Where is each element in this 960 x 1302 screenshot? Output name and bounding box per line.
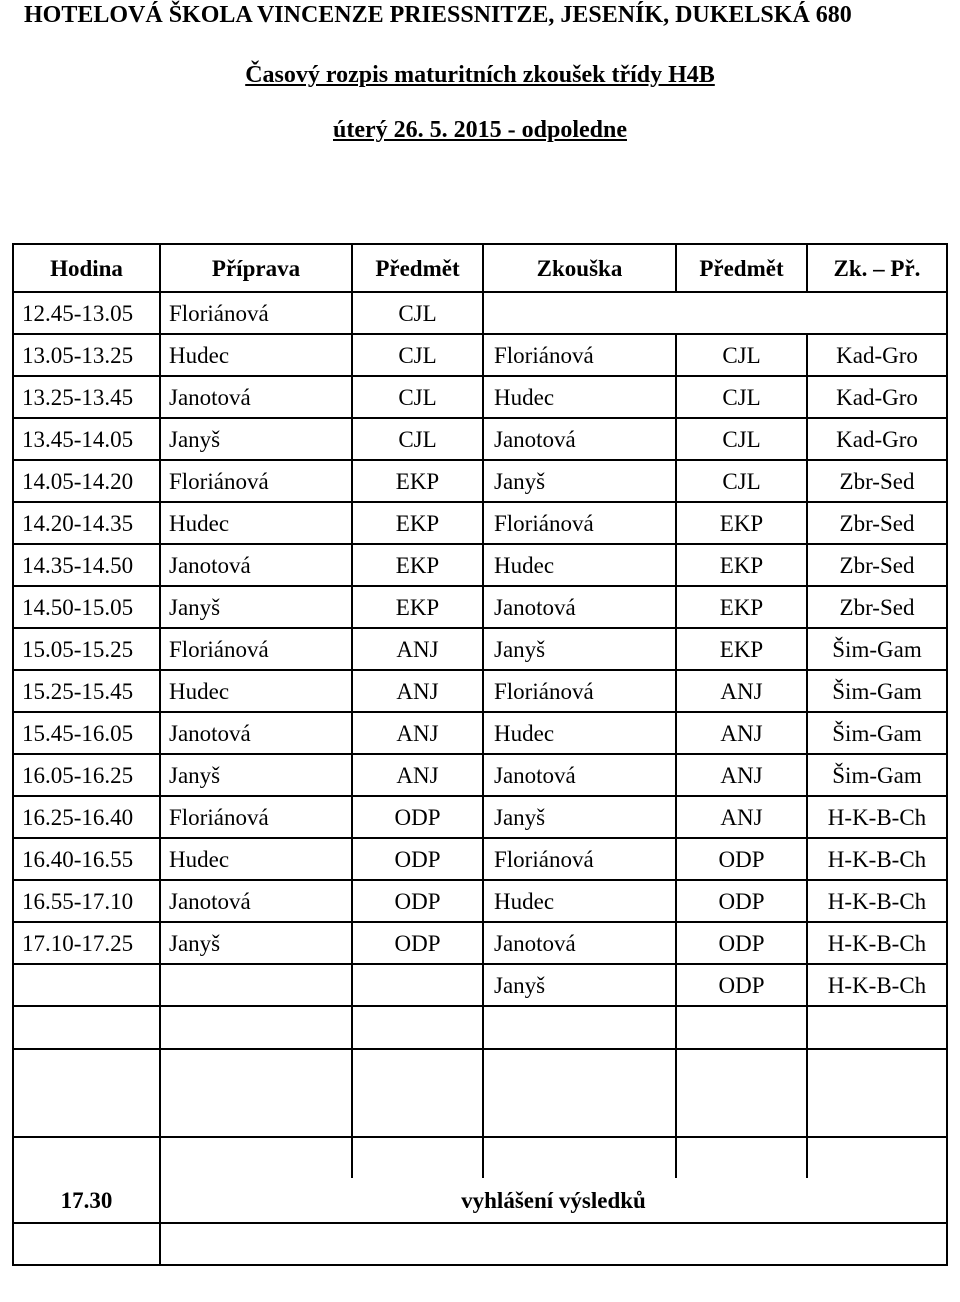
exam-subject-cell: EKP bbox=[676, 586, 807, 628]
committee-cell: Zbr-Sed bbox=[807, 460, 947, 502]
exam-cell: Janotová bbox=[483, 922, 676, 964]
time-cell: 13.05-13.25 bbox=[13, 334, 160, 376]
results-row bbox=[13, 1178, 947, 1223]
prep-subject-cell: ANJ bbox=[352, 628, 483, 670]
exam-cell: Floriánová bbox=[483, 334, 676, 376]
committee-cell: H-K-B-Ch bbox=[807, 964, 947, 1006]
exam-subject-cell: ANJ bbox=[676, 670, 807, 712]
table-row bbox=[13, 922, 947, 964]
table-row bbox=[13, 544, 947, 586]
preparation-cell: Janotová bbox=[160, 544, 352, 586]
preparation-cell: Hudec bbox=[160, 670, 352, 712]
exam-date: úterý 26. 5. 2015 - odpoledne bbox=[333, 117, 627, 143]
prep-subject-cell: EKP bbox=[352, 460, 483, 502]
header-row bbox=[13, 244, 947, 292]
exam-cell: Hudec bbox=[483, 712, 676, 754]
preparation-cell: Hudec bbox=[160, 838, 352, 880]
preparation-cell: Janyš bbox=[160, 586, 352, 628]
committee-cell: Zbr-Sed bbox=[807, 586, 947, 628]
exam-cell: Hudec bbox=[483, 880, 676, 922]
committee-cell: Šim-Gam bbox=[807, 754, 947, 796]
committee-cell: Šim-Gam bbox=[807, 628, 947, 670]
committee-cell: H-K-B-Ch bbox=[807, 838, 947, 880]
time-cell bbox=[13, 964, 160, 1006]
exam-subject-cell: EKP bbox=[676, 502, 807, 544]
prep-subject-cell: EKP bbox=[352, 544, 483, 586]
preparation-cell bbox=[160, 964, 352, 1006]
column-header-priprava: Příprava bbox=[160, 244, 352, 292]
preparation-cell: Janotová bbox=[160, 712, 352, 754]
column-header-zkouska: Zkouška bbox=[483, 244, 676, 292]
prep-subject-cell: CJL bbox=[352, 292, 483, 334]
time-cell: 16.40-16.55 bbox=[13, 838, 160, 880]
table-row bbox=[13, 628, 947, 670]
exam-cell: Janyš bbox=[483, 628, 676, 670]
exam-subject-cell: EKP bbox=[676, 544, 807, 586]
exam-subject-cell: ANJ bbox=[676, 712, 807, 754]
prep-subject-cell bbox=[352, 964, 483, 1006]
table-row bbox=[13, 754, 947, 796]
prep-subject-cell: ODP bbox=[352, 838, 483, 880]
table-row bbox=[13, 586, 947, 628]
column-header-predmet-2: Předmět bbox=[676, 244, 807, 292]
time-cell: 13.25-13.45 bbox=[13, 376, 160, 418]
exam-cell: Floriánová bbox=[483, 838, 676, 880]
table-row bbox=[13, 334, 947, 376]
empty-row bbox=[13, 1049, 947, 1137]
prep-subject-cell: CJL bbox=[352, 376, 483, 418]
time-cell: 15.45-16.05 bbox=[13, 712, 160, 754]
results-time: 17.30 bbox=[13, 1178, 160, 1223]
exam-cell: Floriánová bbox=[483, 502, 676, 544]
table-row bbox=[13, 796, 947, 838]
exam-subject-cell: ODP bbox=[676, 880, 807, 922]
exam-cell: Janotová bbox=[483, 754, 676, 796]
table-row bbox=[13, 838, 947, 880]
prep-subject-cell: CJL bbox=[352, 334, 483, 376]
committee-cell: H-K-B-Ch bbox=[807, 922, 947, 964]
prep-subject-cell: ODP bbox=[352, 880, 483, 922]
prep-subject-cell: ODP bbox=[352, 922, 483, 964]
table-row bbox=[13, 502, 947, 544]
table-row bbox=[13, 418, 947, 460]
table-row bbox=[13, 292, 947, 334]
prep-subject-cell: EKP bbox=[352, 586, 483, 628]
time-cell: 12.45-13.05 bbox=[13, 292, 160, 334]
committee-cell: Kad-Gro bbox=[807, 376, 947, 418]
prep-subject-cell: ANJ bbox=[352, 712, 483, 754]
exam-subject-cell: EKP bbox=[676, 628, 807, 670]
schedule-table bbox=[12, 243, 948, 1266]
time-cell: 17.10-17.25 bbox=[13, 922, 160, 964]
table-row bbox=[13, 712, 947, 754]
exam-subject-cell: ANJ bbox=[676, 754, 807, 796]
time-cell: 16.25-16.40 bbox=[13, 796, 160, 838]
preparation-cell: Hudec bbox=[160, 334, 352, 376]
column-header-hodina: Hodina bbox=[13, 244, 160, 292]
prep-subject-cell: ANJ bbox=[352, 754, 483, 796]
committee-cell: H-K-B-Ch bbox=[807, 796, 947, 838]
table-row bbox=[13, 376, 947, 418]
exam-subject-cell: ODP bbox=[676, 922, 807, 964]
preparation-cell: Janyš bbox=[160, 418, 352, 460]
prep-subject-cell: EKP bbox=[352, 502, 483, 544]
preparation-cell: Floriánová bbox=[160, 628, 352, 670]
committee-cell: Zbr-Sed bbox=[807, 544, 947, 586]
exam-subject-cell: CJL bbox=[676, 334, 807, 376]
preparation-cell: Janyš bbox=[160, 922, 352, 964]
exam-subject-cell: ODP bbox=[676, 964, 807, 1006]
prep-subject-cell: ODP bbox=[352, 796, 483, 838]
time-cell: 14.50-15.05 bbox=[13, 586, 160, 628]
schedule-body bbox=[13, 292, 947, 1265]
exam-cell: Janyš bbox=[483, 460, 676, 502]
exam-subject-cell: ANJ bbox=[676, 796, 807, 838]
time-cell: 16.55-17.10 bbox=[13, 880, 160, 922]
preparation-cell: Floriánová bbox=[160, 292, 352, 334]
prep-subject-cell: ANJ bbox=[352, 670, 483, 712]
preparation-cell: Floriánová bbox=[160, 460, 352, 502]
exam-subject-cell: CJL bbox=[676, 418, 807, 460]
empty-cell bbox=[483, 292, 947, 334]
spacer-row bbox=[13, 1137, 947, 1178]
exam-subject-cell: CJL bbox=[676, 376, 807, 418]
committee-cell: Zbr-Sed bbox=[807, 502, 947, 544]
table-row bbox=[13, 670, 947, 712]
page-title: Časový rozpis maturitních zkoušek třídy H4B bbox=[245, 62, 715, 88]
exam-cell: Janyš bbox=[483, 964, 676, 1006]
preparation-cell: Janotová bbox=[160, 376, 352, 418]
exam-cell: Janotová bbox=[483, 418, 676, 460]
preparation-cell: Hudec bbox=[160, 502, 352, 544]
preparation-cell: Janyš bbox=[160, 754, 352, 796]
prep-subject-cell: CJL bbox=[352, 418, 483, 460]
time-cell: 15.25-15.45 bbox=[13, 670, 160, 712]
table-row bbox=[13, 964, 947, 1006]
committee-cell: Kad-Gro bbox=[807, 418, 947, 460]
column-header-predmet: Předmět bbox=[352, 244, 483, 292]
time-cell: 14.20-14.35 bbox=[13, 502, 160, 544]
committee-cell: Šim-Gam bbox=[807, 670, 947, 712]
committee-cell: H-K-B-Ch bbox=[807, 880, 947, 922]
time-cell: 15.05-15.25 bbox=[13, 628, 160, 670]
time-cell: 16.05-16.25 bbox=[13, 754, 160, 796]
preparation-cell: Janotová bbox=[160, 880, 352, 922]
exam-cell: Hudec bbox=[483, 544, 676, 586]
empty-row bbox=[13, 1223, 947, 1265]
preparation-cell: Floriánová bbox=[160, 796, 352, 838]
exam-subject-cell: CJL bbox=[676, 460, 807, 502]
time-cell: 13.45-14.05 bbox=[13, 418, 160, 460]
committee-cell: Šim-Gam bbox=[807, 712, 947, 754]
exam-cell: Hudec bbox=[483, 376, 676, 418]
results-label: vyhlášení výsledků bbox=[160, 1178, 947, 1223]
table-row bbox=[13, 460, 947, 502]
exam-cell: Floriánová bbox=[483, 670, 676, 712]
table-row bbox=[13, 880, 947, 922]
time-cell: 14.35-14.50 bbox=[13, 544, 160, 586]
committee-cell: Kad-Gro bbox=[807, 334, 947, 376]
exam-subject-cell: ODP bbox=[676, 838, 807, 880]
school-heading: HOTELOVÁ ŠKOLA VINCENZE PRIESSNITZE, JESENÍK, DUKELSKÁ 680 bbox=[24, 2, 852, 28]
exam-cell: Janyš bbox=[483, 796, 676, 838]
time-cell: 14.05-14.20 bbox=[13, 460, 160, 502]
exam-cell: Janotová bbox=[483, 586, 676, 628]
empty-row bbox=[13, 1006, 947, 1049]
column-header-komise: Zk. – Př. bbox=[807, 244, 947, 292]
